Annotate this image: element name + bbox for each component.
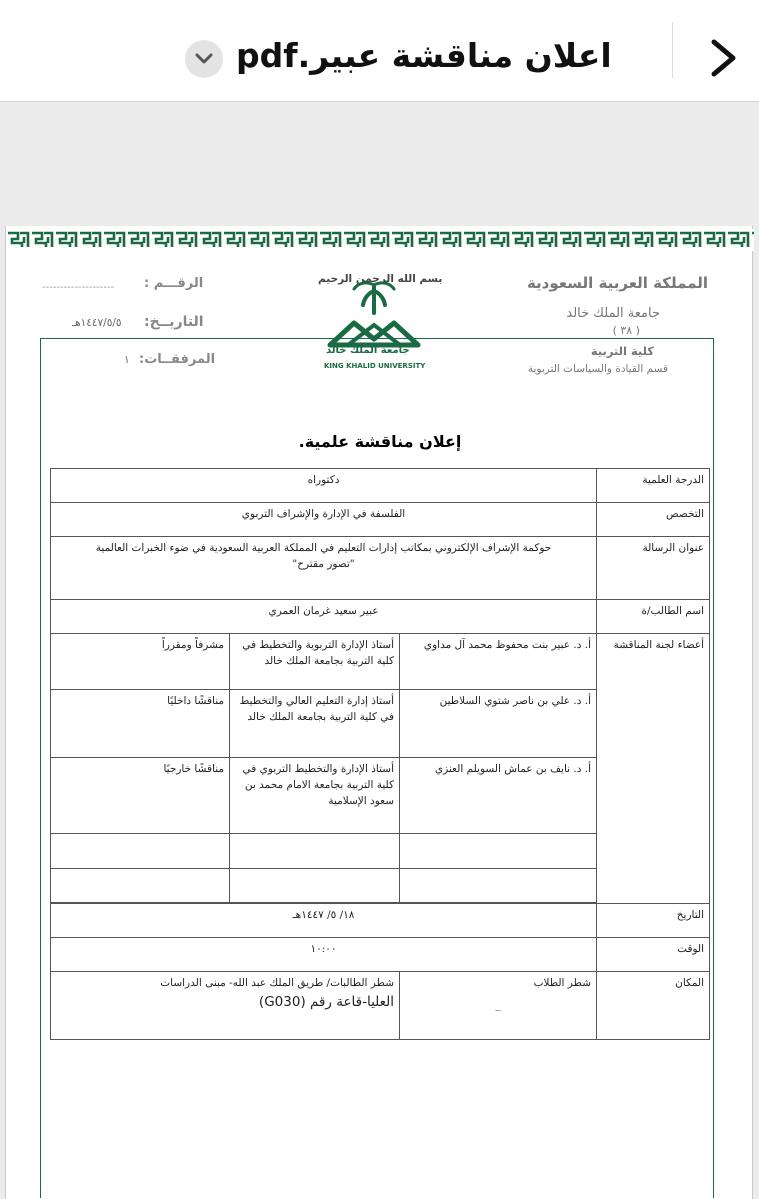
member-name: أ. د. نايف بن عماش السويلم العنزي xyxy=(400,758,597,834)
university-code: ( ٣٨ ) xyxy=(612,324,640,337)
place-female xyxy=(51,972,400,1040)
table-row xyxy=(51,972,710,1040)
number-value: -------------------- xyxy=(42,282,115,293)
table-row xyxy=(51,469,710,503)
place-label: المكان xyxy=(597,972,710,1040)
place-female-line1: شطر الطالبات/ طريق الملك عبد الله- مبنى الدراسات xyxy=(160,977,395,989)
member-name: أ. د. علي بن ناصر شتوي السلاطين xyxy=(400,690,597,758)
thesis-label: عنوان الرسالة xyxy=(597,537,710,600)
place-male xyxy=(400,972,597,1040)
chevron-down-icon xyxy=(194,50,214,68)
thesis-title-line: حوكمة الإشراف الإلكتروني بمكاتب إدارات التعليم في المملكة العربية السعودية في ضوء الخبرات العالمية xyxy=(95,542,552,554)
member-role: مناقشًا داخليًا xyxy=(51,690,230,758)
place-male-value: _ xyxy=(495,998,501,1011)
decorative-pattern-border xyxy=(6,229,754,251)
university-name: جامعة الملك خالد xyxy=(566,306,660,321)
number-label: الرقـــم : xyxy=(144,276,204,291)
member-role: مشرفاً ومقرراً xyxy=(51,634,230,690)
attachments-value: ١ xyxy=(124,354,130,366)
college-name: كلية التربية xyxy=(590,344,654,358)
member-name: أ. د. عبير بنت محفوظ محمد آل مداوي xyxy=(400,634,597,690)
logo-arabic-text: جامعة الملك خالد xyxy=(326,345,410,356)
place-male-label: شطر الطلاب xyxy=(533,977,592,989)
degree-label: الدرجة العلمية xyxy=(597,469,710,503)
attachments-label: المرفقــات: xyxy=(139,352,216,367)
member-title: أستاذ إدارة التعليم العالي والتخطيط في كلية التربية بجامعة الملك خالد xyxy=(230,690,400,758)
chevron-right-icon xyxy=(703,36,743,80)
place-female-line2: العليا-قاعة رقم (G030) xyxy=(258,993,395,1010)
table-row xyxy=(51,600,710,634)
viewer-header xyxy=(0,0,759,102)
back-button[interactable] xyxy=(703,36,743,80)
table-row xyxy=(51,938,710,972)
kingdom-name: المملكة العربية السعودية xyxy=(526,274,708,292)
date-label: التاريخ xyxy=(597,904,710,938)
member-title: أستاذ الإدارة التربوية والتخطيط في كلية التربية بجامعة الملك خالد xyxy=(230,634,400,690)
defense-details-table xyxy=(50,468,710,1040)
date-value: ١٤٤٧/٥/٥هـ xyxy=(72,317,122,329)
degree-value: دكتوراه xyxy=(51,469,597,503)
member-title: أستاذ الإدارة والتخطيط التربوي في كلية التربية بجامعة الامام محمد بن سعود الإسلامية xyxy=(230,758,400,834)
department-name: قسم القيادة والسياسات التربوية xyxy=(527,363,668,375)
table-row xyxy=(51,537,710,600)
logo-english-text: KING KHALID UNIVERSITY xyxy=(324,362,426,370)
basmala: بسم الله الرحمن الرحيم xyxy=(318,273,443,285)
thesis-value xyxy=(51,537,597,600)
document-title[interactable]: اعلان مناقشة عبير.pdf xyxy=(236,36,612,75)
committee-row xyxy=(51,634,710,690)
student-label: اسم الطالب/ة xyxy=(597,600,710,634)
time-value: ١٠:٠٠ xyxy=(51,938,597,972)
committee-label: أعضاء لجنة المناقشة xyxy=(597,634,710,904)
time-label: الوقت xyxy=(597,938,710,972)
student-value: عبير سعيد غرمان العمري xyxy=(51,600,597,634)
table-row xyxy=(51,904,710,938)
member-role: مناقشًا خارجيًا xyxy=(51,758,230,834)
announcement-title: إعلان مناقشة علمية. xyxy=(298,432,462,451)
title-menu-button[interactable] xyxy=(185,40,223,78)
pdf-page xyxy=(5,226,753,1199)
major-label: التخصص xyxy=(597,503,710,537)
date-value: ١٨/ ٥/ ١٤٤٧هـ xyxy=(51,904,597,938)
thesis-subtitle-line: "تصور مقترح" xyxy=(292,557,355,570)
date-label: التاريــخ: xyxy=(144,314,204,330)
major-value: الفلسفة في الإدارة والإشراف التربوي xyxy=(51,503,597,537)
table-row xyxy=(51,503,710,537)
header-divider xyxy=(672,22,673,78)
